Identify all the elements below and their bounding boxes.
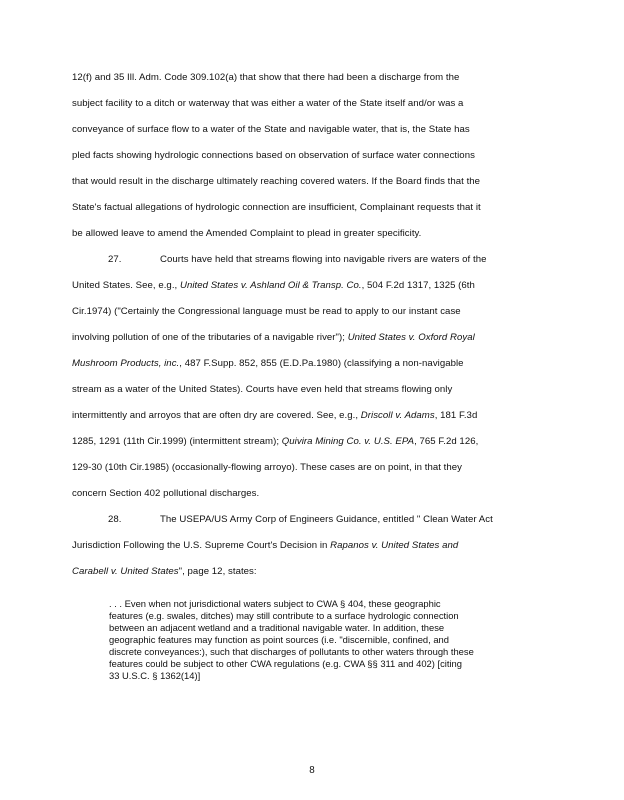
text-line: Cir.1974) ("Certainly the Congressional language must be read to apply to our instant case (72, 306, 461, 317)
text-line: Jurisdiction Following the U.S. Supreme Court's Decision in Rapanos v. United States and (72, 540, 459, 551)
case-citation: United States v. Ashland Oil & Transp. Co. (179, 280, 362, 291)
text-line: 1285, 1291 (11th Cir.1999) (intermittent stream); Quivira Mining Co. v. U.S. EPA, 765 F.2d 126, (72, 436, 479, 447)
block-quote-line: . . . Even when not jurisdictional waters subject to CWA § 404, these geographic (109, 598, 441, 609)
case-citation: United States v. Oxford Royal (347, 332, 475, 343)
text-line: conveyance of surface flow to a water of the State and navigable water, that is, the State has (72, 124, 470, 135)
block-quote-line: geographic features may function as point sources (i.e. "discernible, confined, and (109, 634, 449, 645)
page-number: 8 (309, 765, 315, 776)
text-line: be allowed leave to amend the Amended Complaint to plead in greater specificity. (72, 228, 422, 239)
case-citation: Quivira Mining Co. v. U.S. EPA (281, 436, 415, 447)
case-citation: Driscoll v. Adams (360, 410, 435, 421)
text-line: 12(f) and 35 Ill. Adm. Code 309.102(a) that show that there had been a discharge from the (72, 72, 460, 83)
text-line: Mushroom Products, inc., 487 F.Supp. 852, 855 (E.D.Pa.1980) (classifying a non-navigable (72, 358, 464, 369)
text-line: Carabell v. United States", page 12, states: (72, 566, 257, 577)
text-line: involving pollution of one of the tributaries of a navigable river"); United States v. Oxford Royal (72, 332, 475, 343)
block-quote-line: features (e.g. swales, ditches) may still contribute to a surface hydrologic connection (109, 610, 459, 621)
text-line: intermittently and arroyos that are often dry are covered. See, e.g., Driscoll v. Adams, 181 F.3d (72, 410, 478, 421)
case-citation: Mushroom Products, inc. (72, 358, 180, 369)
paragraph-number: 27. (108, 254, 122, 265)
text-line: that would result in the discharge ultimately reaching covered waters. If the Board finds that the (72, 176, 481, 187)
paragraph-27-first-line: 27. Courts have held that streams flowing into navigable rivers are waters of the (72, 254, 486, 266)
text-line: stream as a water of the United States). Courts have even held that streams flowing only (72, 384, 453, 395)
block-quote-line: features could be subject to other CWA regulations (e.g. CWA §§ 311 and 402) [citing (109, 658, 462, 669)
text-line: 129-30 (10th Cir.1985) (occasionally-flowing arroyo). These cases are on point, in that they (72, 462, 462, 473)
block-quote-line: discrete conveyances:), such that discharges of pollutants to other waters through these (109, 646, 474, 657)
block-quote-line: between an adjacent wetland and a traditional navigable water. In addition, these (109, 622, 445, 633)
block-quote-line: 33 U.S.C. § 1362(14)] (109, 670, 201, 681)
paragraph-number: 28. (108, 514, 122, 525)
text-line: State's factual allegations of hydrologic connection are insufficient, Complainant requests that it (72, 202, 481, 213)
paragraph-28-first-line: 28. The USEPA/US Army Corp of Engineers Guidance, entitled " Clean Water Act (72, 514, 493, 526)
case-citation: Rapanos v. United States and (330, 540, 459, 551)
case-citation: Carabell v. United States (72, 566, 179, 577)
text-line: subject facility to a ditch or waterway that was either a water of the State itself and/or was a (72, 98, 464, 109)
text-line: United States. See, e.g., United States v. Ashland Oil & Transp. Co., 504 F.2d 1317, 1325 (6th (72, 280, 475, 291)
text-line: concern Section 402 pollutional discharges. (72, 488, 260, 499)
text-line: pled facts showing hydrologic connections based on observation of surface water connections (72, 150, 475, 161)
